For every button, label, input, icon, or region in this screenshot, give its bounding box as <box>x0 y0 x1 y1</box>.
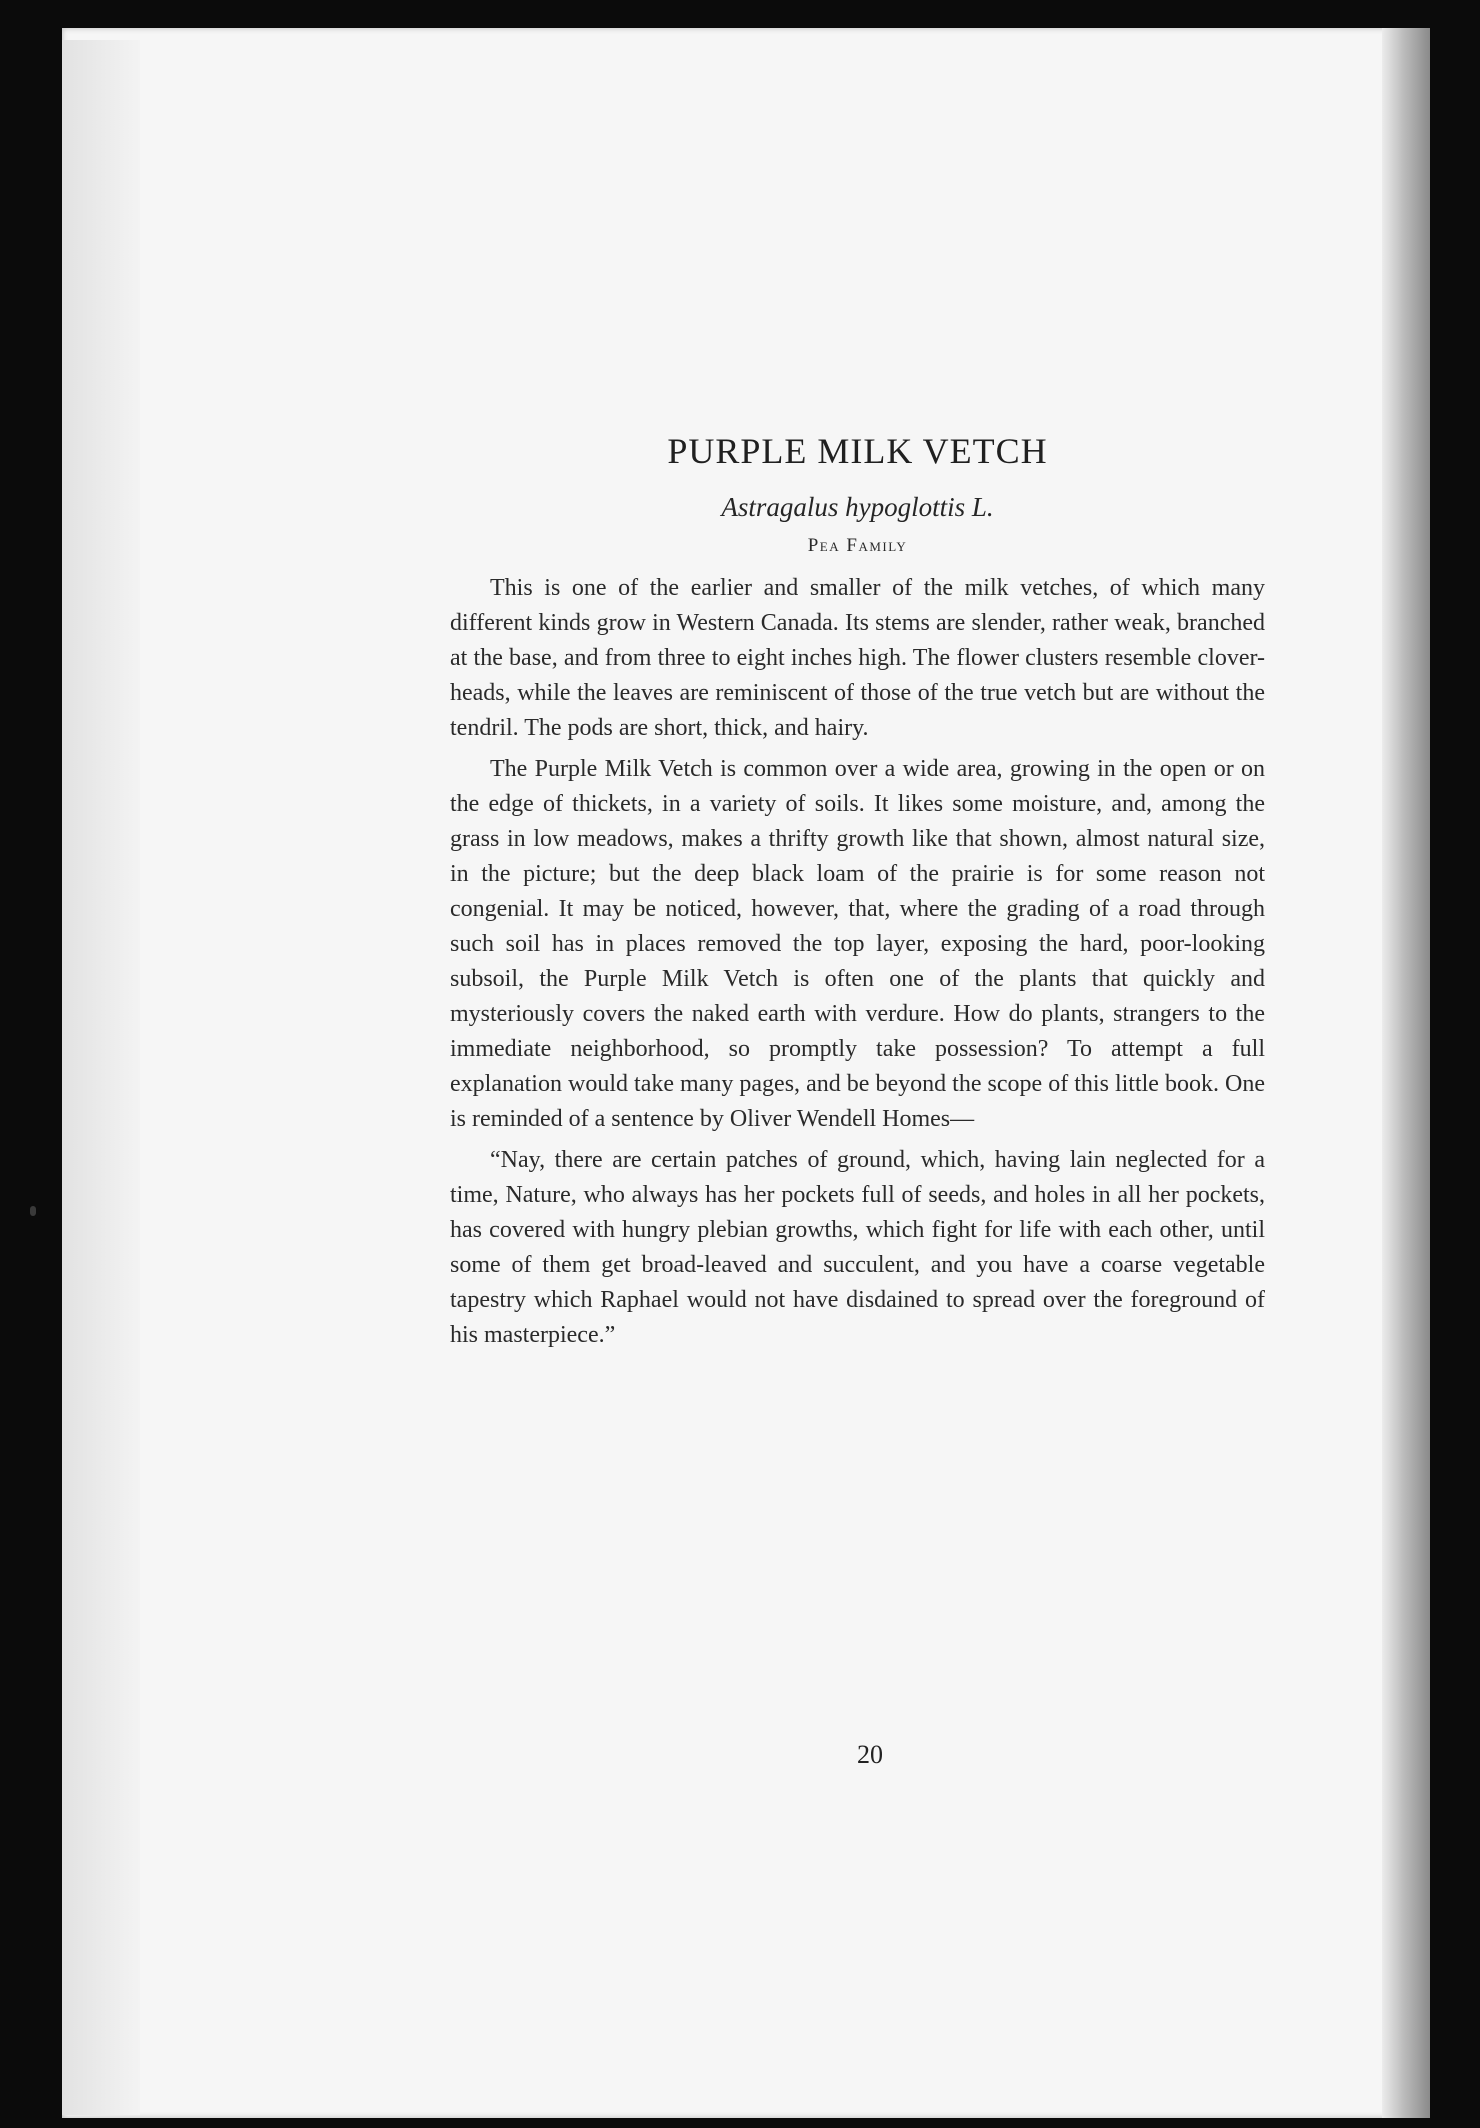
paragraph-description: This is one of the earlier and smaller of the milk vetches, of which many different kinds grow in Western Canada. Its stems are slender, rather weak, branched at the base, and from three to eight inches high. The flower clusters resemble clover-heads, while the leaves are reminiscent of those of the true vetch but are without the tendril. The pods are short, thick, and hairy. <box>450 575 1265 741</box>
paragraph-quotation: “Nay, there are certain patches of ground, which, having lain neglected for a time, Nature, who always has her pockets full of seeds, and holes in all her pockets, has covered with hungry plebian growths, which fight for life with each other, until some of them get broad-leaved and succulent, and you have a coarse vegetable tapestry which Raphael would not have disdained to spread over the foreground of his masterpiece.” <box>450 1147 1265 1348</box>
family-name: Pea Family <box>807 535 908 556</box>
page-edge-shadow <box>1382 28 1430 2118</box>
page-gutter-shadow <box>62 40 140 2115</box>
paragraph-habitat: The Purple Milk Vetch is common over a wide area, growing in the open or on the edge of thickets, in a variety of soils. It likes some moisture, and, among the grass in low meadows, makes a thrifty growth like that shown, almost natural size, in the picture; but the deep black loam of the prairie is for some reason not congenial. It may be noticed, however, that, where the grading of a road through such soil has in places removed the top layer, exposing the hard, poor-looking subsoil, the Purple Milk Vetch is often one of the plants that quickly and mysteriously covers the naked earth with verdure. How do plants, strangers to the immediate neighborhood, so promptly take possession? To attempt a full explanation would take many pages, and be beyond the scope of this little book. One is reminded of a sentence by Oliver Wendell Homes— <box>450 756 1265 1132</box>
page-title: PURPLE MILK VETCH <box>667 431 1048 471</box>
page-number: 20 <box>857 1740 883 1769</box>
scientific-name: Astragalus hypoglottis L. <box>721 492 994 522</box>
page-content <box>450 430 1265 1359</box>
scan-speck <box>30 1206 36 1216</box>
